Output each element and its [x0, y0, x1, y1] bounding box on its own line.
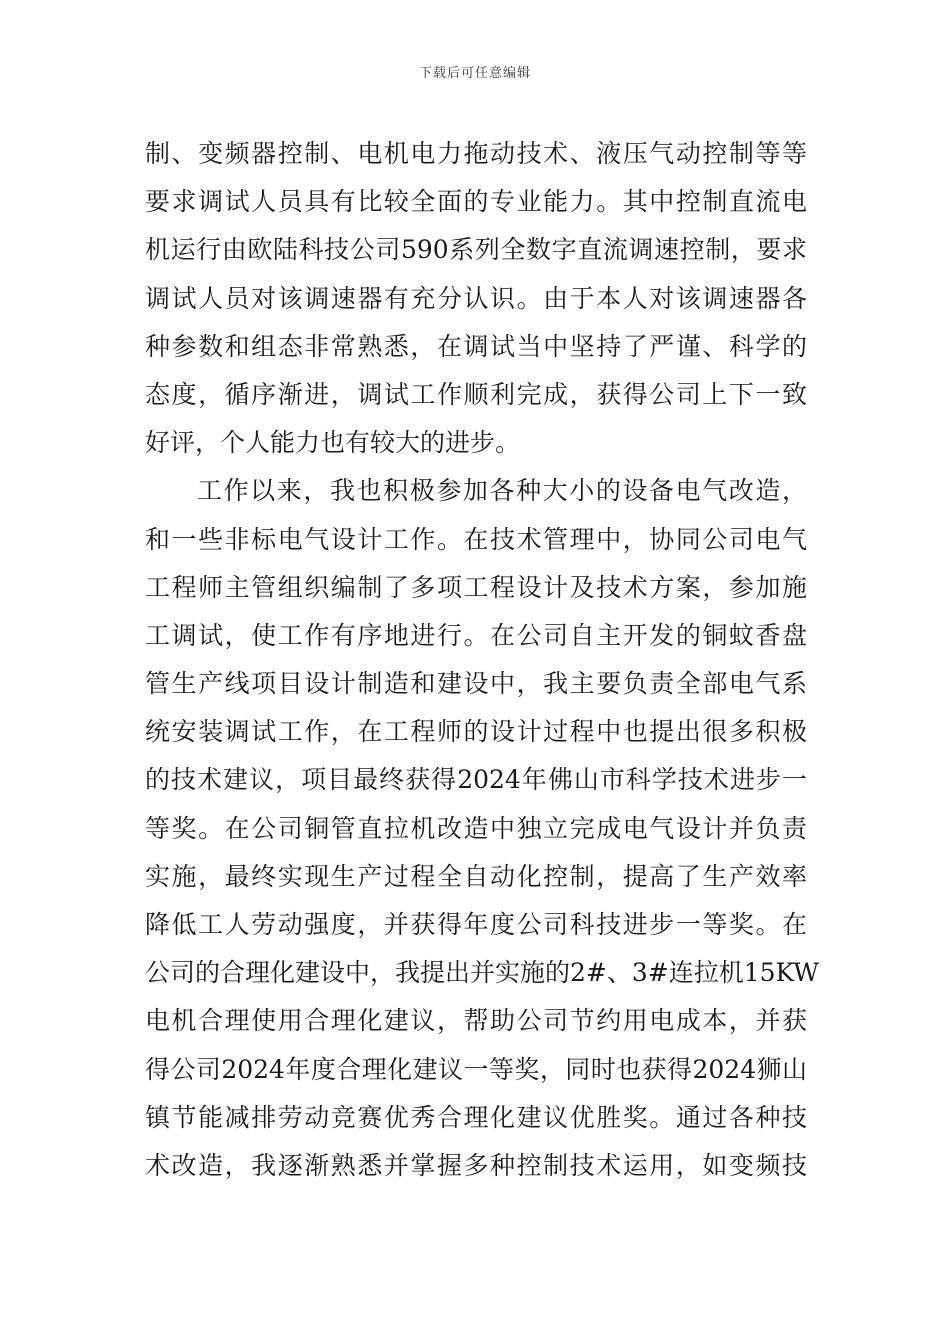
text-line: 调试人员对该调速器有充分认识。由于本人对该调速器各	[145, 283, 807, 313]
text-line: 的技术建议，项目最终获得2024年佛山市科学技术进步一	[145, 765, 807, 795]
text-line: 态度，循序渐进，调试工作顺利完成，获得公司上下一致	[145, 379, 807, 409]
text-line: 工作以来，我也积极参加各种大小的设备电气改造，	[197, 476, 807, 506]
text-line: 好评，个人能力也有较大的进步。	[145, 428, 521, 458]
text-line: 工调试，使工作有序地进行。在公司自主开发的铜蚊香盘	[145, 620, 807, 650]
text-line: 种参数和组态非常熟悉，在调试当中坚持了严谨、科学的	[145, 331, 807, 361]
paragraph-2	[145, 467, 820, 1190]
text-line: 得公司2024年度合理化建议一等奖，同时也获得2024狮山	[145, 1054, 807, 1084]
text-line: 制、变频器控制、电机电力拖动技术、液压气动控制等等	[145, 139, 807, 168]
text-line: 和一些非标电气设计工作。在技术管理中，协同公司电气	[145, 524, 807, 554]
text-line: 术改造，我逐渐熟悉并掌握多种控制技术运用，如变频技	[145, 1150, 807, 1180]
text-line: 降低工人劳动强度，并获得年度公司科技进步一等奖。在	[145, 910, 807, 939]
text-line: 统安装调试工作，在工程师的设计过程中也提出很多积极	[145, 717, 807, 747]
text-line: 工程师主管组织编制了多项工程设计及技术方案，参加施	[145, 572, 807, 602]
document-body	[145, 130, 820, 1190]
text-line: 等奖。在公司铜管直拉机改造中独立完成电气设计并负责	[145, 813, 807, 843]
text-line: 要求调试人员具有比较全面的专业能力。其中控制直流电	[145, 187, 807, 217]
text-line: 机运行由欧陆科技公司590系列全数字直流调速控制，要求	[145, 235, 807, 265]
text-line: 实施，最终实现生产过程全自动化控制，提高了生产效率	[145, 861, 807, 891]
text-line: 镇节能减排劳动竞赛优秀合理化建议优胜奖。通过各种技	[145, 1102, 807, 1132]
text-line: 管生产线项目设计制造和建设中，我主要负责全部电气系	[145, 669, 807, 699]
page-header: 下载后可任意编辑	[418, 66, 531, 81]
text-line: 电机合理使用合理化建议，帮助公司节约用电成本，并获	[145, 1006, 807, 1036]
text-line: 公司的合理化建设中，我提出并实施的2#、3#连拉机15KW	[145, 958, 820, 988]
paragraph-1	[145, 130, 807, 467]
